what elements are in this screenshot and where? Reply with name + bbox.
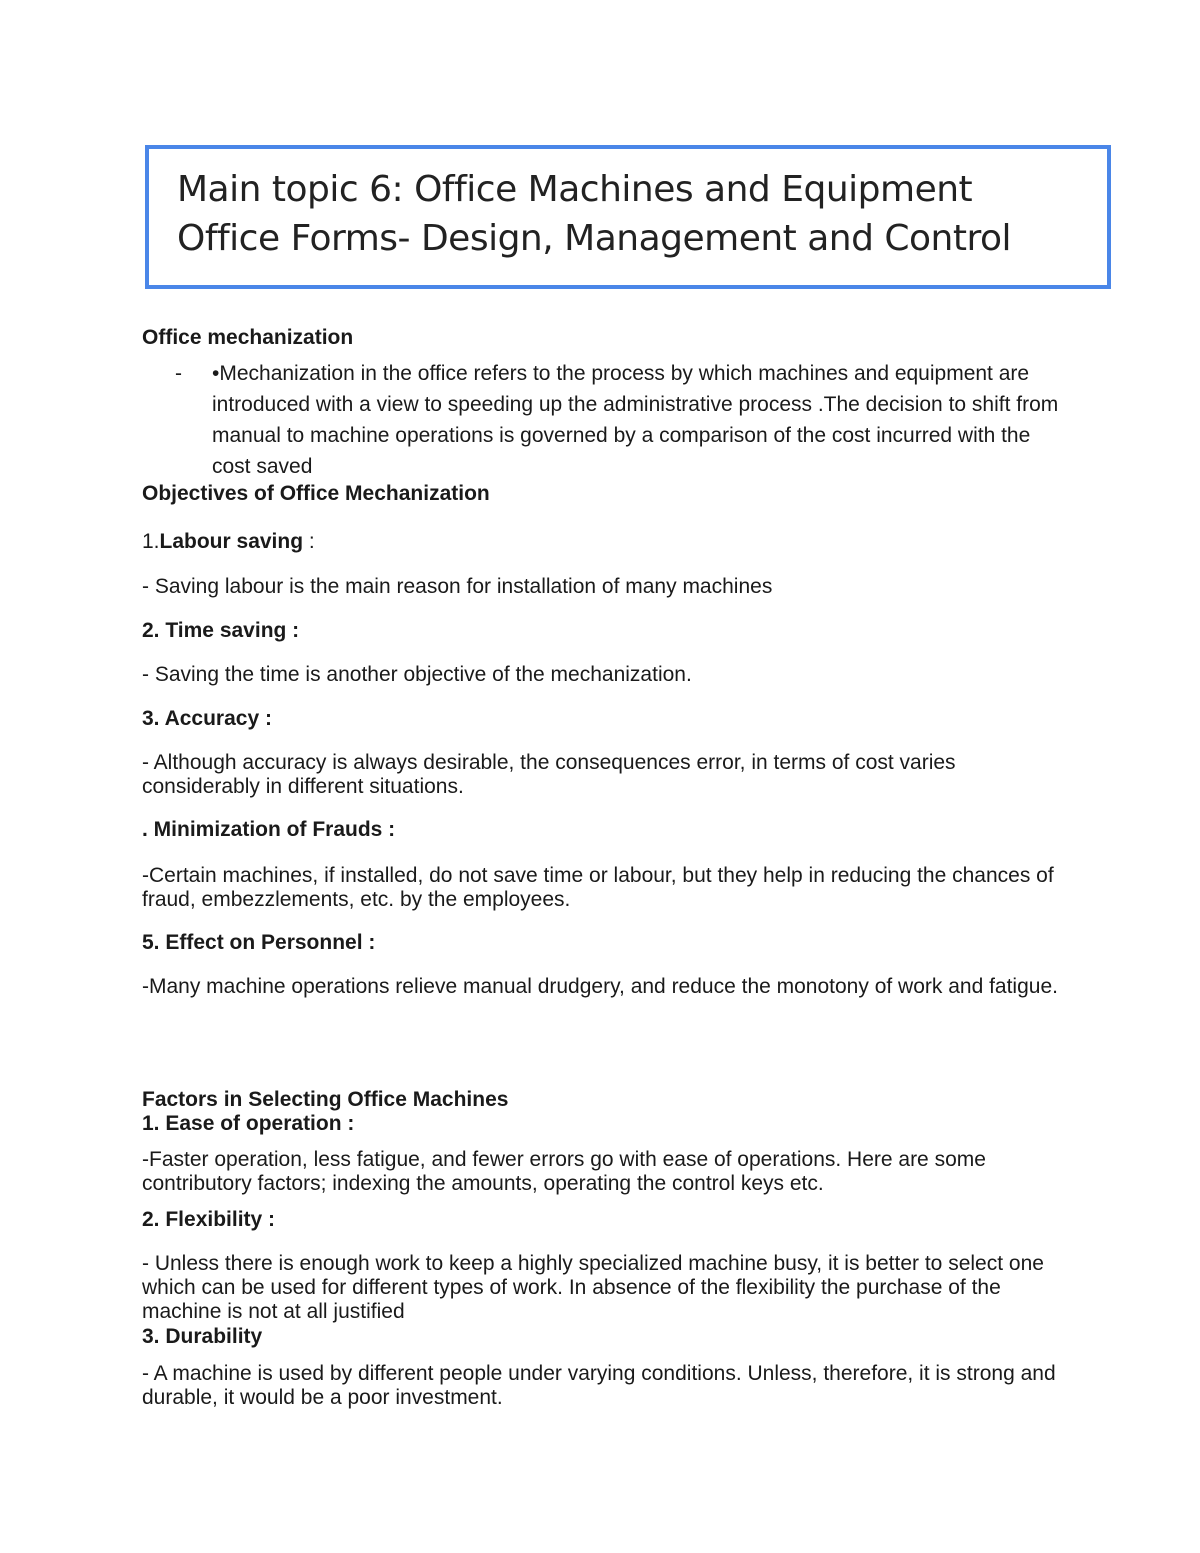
objective-prefix: 1. <box>142 530 160 553</box>
title-line-2: Office Forms- Design, Management and Control <box>177 218 1012 259</box>
factor-title-1: 1. Ease of operation : <box>142 1112 355 1135</box>
factor-text-1: -Faster operation, less fatigue, and fewer errors go with ease of operations. Here are some contributory factors; indexing the amounts, operating the control keys etc. <box>142 1148 986 1195</box>
objective-title-2: 2. Time saving : <box>142 619 300 642</box>
objective-text-1: - Saving labour is the main reason for installation of many machines <box>142 575 773 598</box>
objective-title-1 <box>142 530 1072 554</box>
section-heading-mechanization: Office mechanization <box>142 326 354 349</box>
objective-text-4: -Certain machines, if installed, do not save time or labour, but they help in reducing the chances of fraud, embezzlements, etc. by the employees. <box>142 864 1054 911</box>
section-heading-objectives: Objectives of Office Mechanization <box>142 482 490 505</box>
factor-title-2: 2. Flexibility : <box>142 1208 276 1231</box>
bullet-dash: - <box>175 362 182 385</box>
section-heading-factors: Factors in Selecting Office Machines <box>142 1088 509 1111</box>
objective-title-3: 3. Accuracy : <box>142 707 272 730</box>
objective-title-5: 5. Effect on Personnel : <box>142 931 376 954</box>
objective-title-4: . Minimization of Frauds : <box>142 818 396 841</box>
title-box <box>145 145 1111 289</box>
objective-text-5: -Many machine operations relieve manual drudgery, and reduce the monotony of work and fatigue. <box>142 975 1058 998</box>
mechanization-text: •Mechanization in the office refers to the process by which machines and equipment are introduced with a view to speeding up the administrative process .The decision to shift from manual to machine operations is governed by a comparison of the cost incurred with the cost saved <box>212 362 1059 478</box>
objective-title-text: Labour saving <box>159 530 304 553</box>
objective-text-3: - Although accuracy is always desirable, the consequences error, in terms of cost varies considerably in different situations. <box>142 751 956 798</box>
factor-text-2: - Unless there is enough work to keep a highly specialized machine busy, it is better to select one which can be used for different types of work. In absence of the flexibility the purchase of the machine is not at all justified <box>142 1252 1044 1323</box>
factor-text-3: - A machine is used by different people under varying conditions. Unless, therefore, it is strong and durable, it would be a poor investment. <box>142 1362 1056 1409</box>
title-line-1: Main topic 6: Office Machines and Equipment <box>177 169 973 210</box>
objective-suffix: : <box>303 530 315 553</box>
objective-text-2: - Saving the time is another objective of the mechanization. <box>142 663 692 686</box>
factor-title-3: 3. Durability <box>142 1325 263 1348</box>
